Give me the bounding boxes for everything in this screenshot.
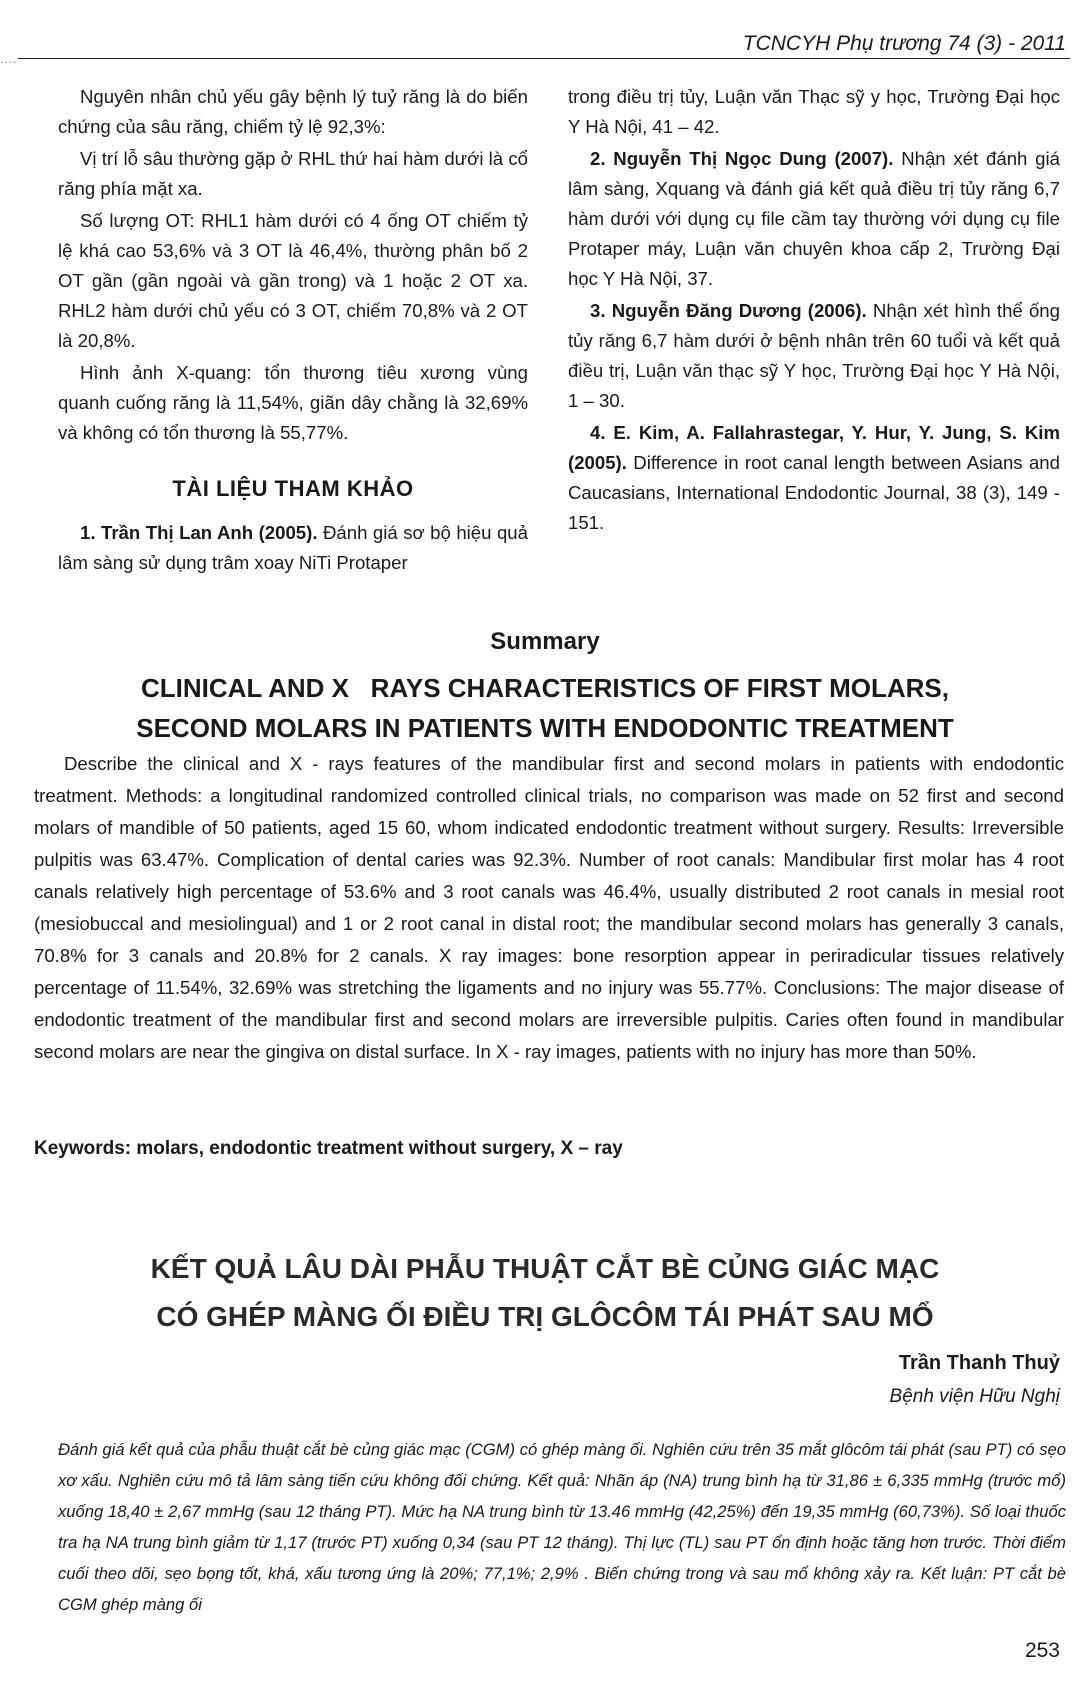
english-title [0,668,1090,748]
english-title-line-2: SECOND MOLARS IN PATIENTS WITH ENDODONTIC TREATMENT [136,713,954,743]
next-article-title-line-2: CÓ GHÉP MÀNG ỐI ĐIỀU TRỊ GLÔCÔM TÁI PHÁT SAU MỔ [156,1301,934,1332]
conclusion-paragraph-3: Số lượng OT: RHL1 hàm dưới có 4 ống OT chiếm tỷ lệ khá cao 53,6% và 3 OT là 46,4%, thường phân bố 2 OT gần (gần ngoài và gần trong) và 1 hoặc 2 OT xa. RHL2 hàm dưới chủ yếu có 3 OT, chiếm 70,8% và 2 OT là 20,8%. [58,210,528,351]
header-dots: .... [0,52,18,66]
english-abstract [34,748,1064,1068]
next-article-title [0,1245,1090,1341]
reference-4-text: Difference in root canal length between Asians and Caucasians, International Endodontic Journal, 38 (3), 149 - 151. [568,452,1060,533]
conclusion-paragraph-1: Nguyên nhân chủ yếu gây bệnh lý tuỷ răng là do biến chứng của sâu răng, chiếm tỷ lệ 92,3%: [58,86,528,137]
conclusion-paragraph-2: Vị trí lỗ sâu thường gặp ở RHL thứ hai hàm dưới là cổ răng phía mặt xa. [58,148,528,199]
reference-2-author: 2. Nguyễn Thị Ngọc Dung (2007). [590,148,894,169]
page-number: 253 [1024,1639,1060,1662]
english-abstract-text: Describe the clinical and X - rays features of the mandibular first and second molars in patients with endodontic treatment. Methods: a longitudinal randomized controlled clinical trials, no comparison was made on 52 first and second molars of mandible of 50 patients, aged 15 60, whom indicated endodontic treatment without surgery. Results: Irreversible pulpitis was 63.47%. Complication of dental caries was 92.3%. Number of root canals: Mandibular first molar has 4 root canals relatively high percentage of 53.6% and 3 root canals was 46.4%, usually distributed 2 root canals in mesial root (mesiobuccal and mesiolingual) and 1 or 2 root canal in distal root; the mandibular second molars has generally 3 canals, 70.8% for 3 canals and 20.8% for 2 canals. X ray images: bone resorption appear in periradicular tissues relatively percentage of 11.54%, 32.69% was stretching the ligaments and no injury was 55.77%. Conclusions: The major disease of endodontic treatment of the mandibular first and second molars are irreversible pulpitis. Caries often found in mandibular second molars are near the gingiva on distal surface. In X - ray images, patients with no injury has more than 50%. [34,753,1064,1062]
reference-3-author: 3. Nguyễn Đăng Dương (2006). [590,300,867,321]
reference-1 [58,518,528,578]
reference-1-continued: trong điều trị tủy, Luận văn Thạc sỹ y học, Trường Đại học Y Hà Nội, 41 – 42. [568,86,1060,137]
author-affiliation: Bệnh viện Hữu Nghị [889,1386,1060,1407]
right-column [568,82,1060,540]
next-article-abstract [58,1434,1066,1620]
next-article-abstract-text: Đánh giá kết quả của phẫu thuật cắt bè củng giác mạc (CGM) có ghép màng ối. Nghiên cứu trên 35 mắt glôcôm tái phát (sau PT) có sẹo xơ xấu. Nghiên cứu mô tả lâm sàng tiến cứu không đối chứng. Kết quả: Nhãn áp (NA) trung bình hạ từ 31,86 ± 6,335 mmHg (trước mổ) xuống 18,40 ± 2,67 mmHg (sau 12 tháng PT). Mức hạ NA trung bình từ 13.46 mmHg (42,25%) đến 19,35 mmHg (60,73%). Số loại thuốc tra hạ NA trung bình giảm từ 1,17 (trước PT) xuống 0,34 (sau PT 12 tháng). Thị lực (TL) sau PT ổn định hoặc tăng hơn trước. Thời điểm cuối theo dõi, sẹo bọng tốt, khá, xấu tương ứng là 20%; 77,1%; 2,9% . Biến chứng trong và sau mổ không xảy ra. Kết luận: PT cắt bè CGM ghép màng ối [58,1440,1066,1614]
reference-1-text: Đánh giá sơ bộ hiệu quả lâm sàng sử dụng trâm xoay NiTi Protaper [58,522,528,573]
reference-3-text: Nhận xét hình thể ống tủy răng 6,7 hàm dưới ở bệnh nhân trên 60 tuổi và kết quả điều trị, Luận văn thạc sỹ Y học, Trường Đại học Y Hà Nội, 1 – 30. [568,300,1060,411]
summary-heading: Summary [490,628,600,655]
english-title-line-1: CLINICAL AND X RAYS CHARACTERISTICS OF FIRST MOLARS, [141,673,949,703]
running-head: TCNCYH Phụ trương 74 (3) - 2011 [742,32,1066,55]
conclusion-paragraph-4: Hình ảnh X-quang: tổn thương tiêu xương vùng quanh cuống răng là 11,54%, giãn dây chằng là 32,69% và không có tổn thương là 55,77%. [58,362,528,443]
keywords: Keywords: molars, endodontic treatment without surgery, X – ray [34,1138,623,1159]
reference-4-author: 4. E. Kim, A. Fallahrastegar, Y. Hur, Y. Jung, S. Kim (2005). [568,422,1060,473]
reference-2-text: Nhận xét đánh giá lâm sàng, Xquang và đánh giá kết quả điều trị tủy răng 6,7 hàm dưới với dụng cụ file cầm tay thường với dụng cụ file Protaper máy, Luận văn chuyên khoa cấp 2, Trường Đại học Y Hà Nội, 37. [568,148,1060,289]
header-rule [18,58,1070,59]
reference-4 [568,418,1060,538]
reference-1-author: 1. Trần Thị Lan Anh (2005). [80,522,318,543]
left-column [58,82,528,580]
next-article-title-line-1: KẾT QUẢ LÂU DÀI PHẪU THUẬT CẮT BÈ CỦNG GIÁC MẠC [150,1253,940,1284]
references-heading: TÀI LIỆU THAM KHẢO [172,476,414,501]
reference-2 [568,144,1060,294]
reference-3 [568,296,1060,416]
author-name: Trần Thanh Thuỷ [898,1352,1060,1374]
